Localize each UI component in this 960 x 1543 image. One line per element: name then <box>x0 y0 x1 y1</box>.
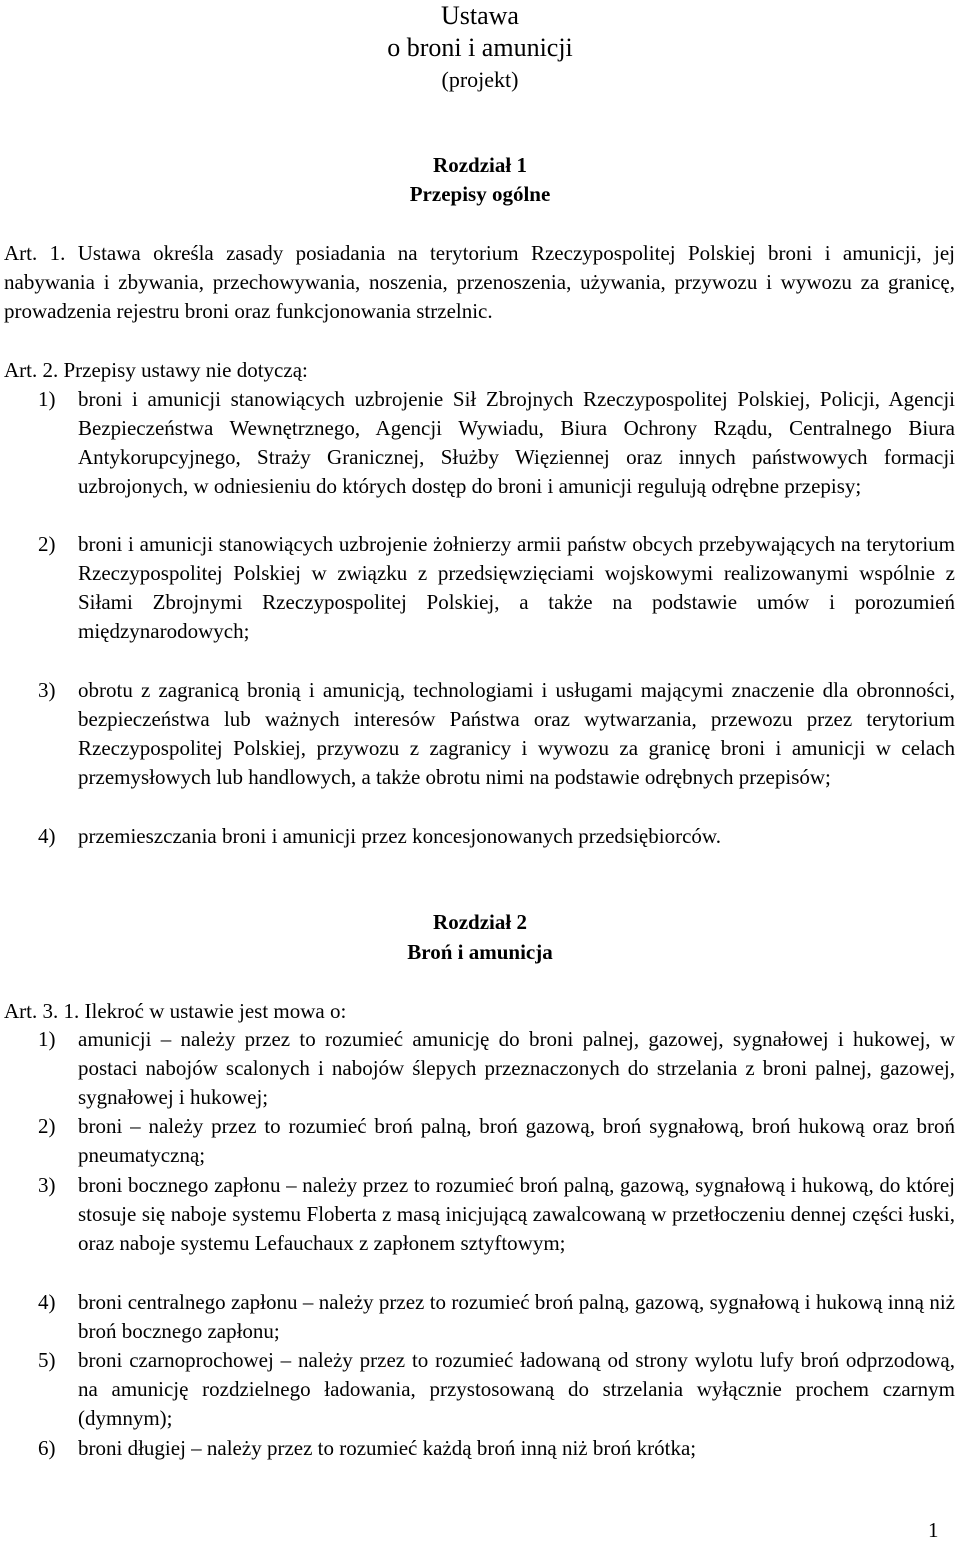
item-text: broni i amunicji stanowiących uzbrojenie żołnierzy armii państw obcych przebywających na terytorium Rzeczypospolitej Polskiej w związku z przedsięwzięciami wojskowymi realizowanymi wspólnie z Siłami Zbrojnymi Rzeczypospolitej Polskiej, a także na podstawie umów i porozumień międzynarodowych; <box>78 532 955 643</box>
item-number: 4) <box>38 824 56 848</box>
article-2-item-1 <box>4 385 955 530</box>
article-2-lead: Art. 2. Przepisy ustawy nie dotyczą: <box>4 358 308 382</box>
article-2-item-4 <box>4 822 955 851</box>
item-text: obrotu z zagranicą bronią i amunicją, technologiami i usługami mającymi znaczenie dla obronności, bezpieczeństwa lub ważnych interesów Państwa oraz wytwarzania, przewozu przez terytorium Rzeczypospolitej Polskiej, przywozu z zagranicy i wywozu za granicę broni i amunicji w celach przemysłowych lub handlowych, a także obrotu nimi na podstawie odrębnych przepisów; <box>78 678 955 789</box>
item-text: broni czarnoprochowej – należy przez to rozumieć ładowaną od strony wylotu lufy broń odprzodową, na amunicję rozdzielnego ładowania, przystosowaną do strzelania wyłącznie prochem czarnym (dymnym); <box>78 1348 955 1430</box>
item-text: broni długiej – należy przez to rozumieć każdą broń inną niż broń krótka; <box>78 1436 697 1460</box>
chapter-2-number: Rozdział 2 <box>433 910 527 934</box>
article-3-lead: Art. 3. 1. Ilekroć w ustawie jest mowa o: <box>4 999 347 1023</box>
item-text: amunicji – należy przez to rozumieć amunicję do broni palnej, gazowej, sygnałowej i hukowej, w postaci nabojów scalonych i nabojów ślepych przeznaczonych do strzelania z broni palnej, gazowej, sygnałowej i hukowej; <box>78 1027 955 1109</box>
item-text: broni – należy przez to rozumieć broń palną, broń gazową, broń sygnałową, broń hukową oraz broń pneumatyczną; <box>78 1114 955 1167</box>
article-3-item-2 <box>4 1112 955 1170</box>
item-text: przemieszczania broni i amunicji przez koncesjonowanych przedsiębiorców. <box>78 824 721 848</box>
item-number: 6) <box>38 1436 56 1460</box>
article-2-item-3 <box>4 676 955 821</box>
item-number: 3) <box>38 1173 56 1197</box>
chapter-2-name: Broń i amunicja <box>407 940 553 964</box>
page-number: 1 <box>928 1518 939 1542</box>
article-3-item-6 <box>4 1434 955 1463</box>
item-number: 3) <box>38 678 56 702</box>
item-number: 2) <box>38 532 56 556</box>
article-1: Art. 1. Ustawa określa zasady posiadania na terytorium Rzeczypospolitej Polskiej broni i amunicji, jej nabywania i zbywania, przechowywania, noszenia, przenoszenia, używania, przywozu i wywozu za granicę, prowadzenia rejestru broni oraz funkcjonowania strzelnic. <box>4 241 955 323</box>
item-number: 4) <box>38 1290 56 1314</box>
item-number: 1) <box>38 1027 56 1051</box>
chapter-1-name: Przepisy ogólne <box>409 182 551 206</box>
article-3-item-5 <box>4 1346 955 1433</box>
item-number: 2) <box>38 1114 56 1138</box>
item-text: broni i amunicji stanowiących uzbrojenie Sił Zbrojnych Rzeczypospolitej Polskiej, Policji, Agencji Bezpieczeństwa Wewnętrznego, Agencji Wywiadu, Biura Ochrony Rządu, Centralnego Biura Antykorupcyjnego, Straży Granicznej, Służby Więziennej oraz innych państwowych formacji uzbrojonych, w odniesieniu do których dostęp do broni i amunicji regulują odrębne przepisy; <box>78 387 955 498</box>
item-text: broni centralnego zapłonu – należy przez to rozumieć broń palną, gazową, sygnałową i hukową inną niż broń bocznego zapłonu; <box>78 1290 955 1343</box>
item-text: broni bocznego zapłonu – należy przez to rozumieć broń palną, gazową, sygnałową i hukową, do której stosuje się naboje systemu Floberta z masą inicjującą zawalcowaną w przetłoczeniu dennej części łuski, oraz naboje systemu Lefauchaux z zapłonem sztyftowym; <box>78 1173 955 1255</box>
article-3-item-4 <box>4 1288 955 1346</box>
document-draft-note: (projekt) <box>441 67 519 92</box>
chapter-1-number: Rozdział 1 <box>433 153 527 177</box>
document-title: Ustawa <box>441 1 519 30</box>
item-number: 5) <box>38 1348 56 1372</box>
article-3-item-1 <box>4 1025 955 1112</box>
article-2-item-2 <box>4 530 955 675</box>
article-3-item-3 <box>4 1171 955 1287</box>
document-subtitle: o broni i amunicji <box>387 33 573 62</box>
item-number: 1) <box>38 387 56 411</box>
